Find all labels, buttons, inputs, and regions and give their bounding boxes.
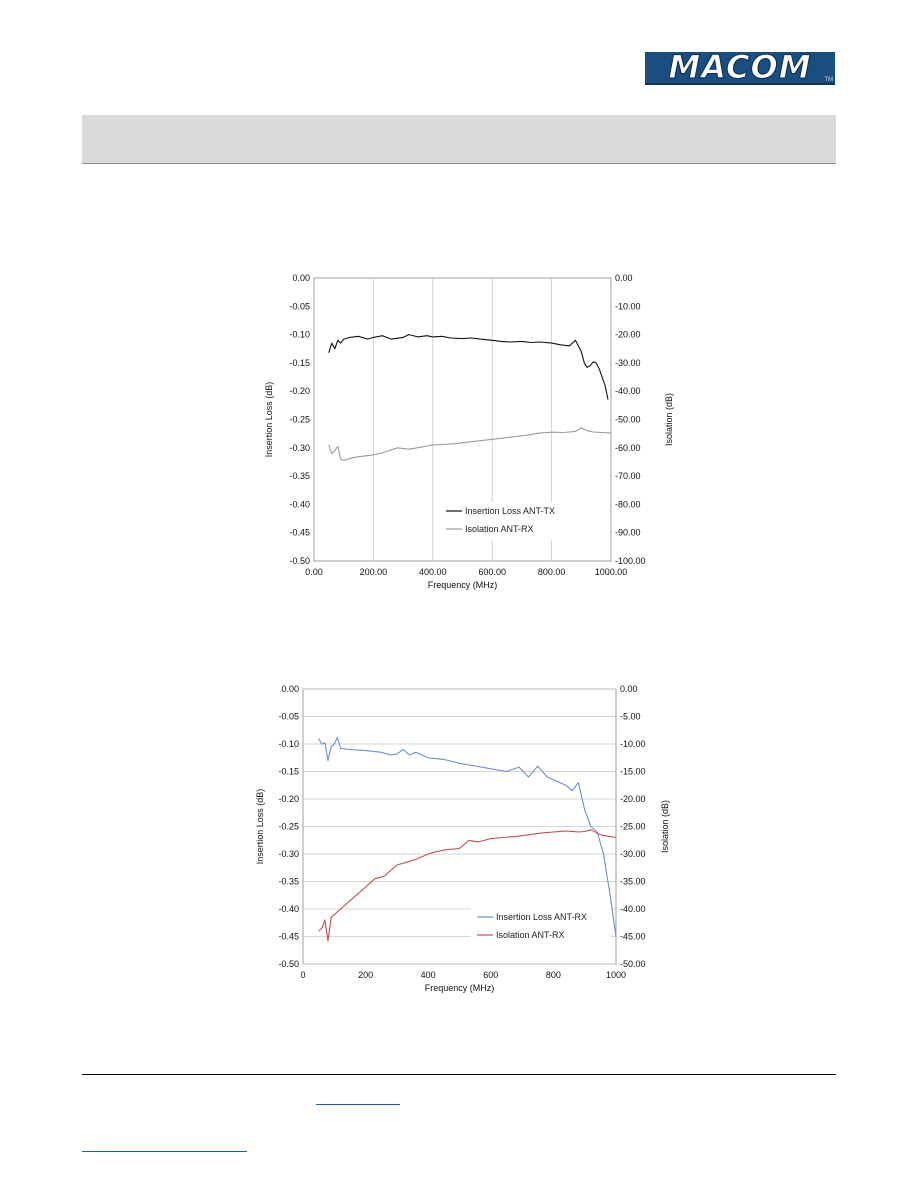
y-tick-label: -0.30 [278,849,299,859]
y-tick-label: -0.35 [278,876,299,887]
y-tick-label: -0.50 [289,556,310,566]
y-tick-label: -0.15 [289,357,310,368]
x-tick-label: 1000 [605,970,627,980]
y-tick-label: -0.40 [278,904,299,914]
legend-entry: Insertion Loss ANT-TX [465,506,556,516]
y-right-tick-label: -35.00 [620,876,646,887]
x-tick-label: 1000.00 [594,567,628,577]
chart-insertion-loss-isolation-ant-rx [255,680,675,995]
y-right-tick-label: -10.00 [615,301,641,312]
legend-entry: Isolation ANT-RX [465,524,534,534]
y-tick-label: 0.00 [281,684,299,694]
y-right-tick-label: -40.00 [615,386,641,397]
x-tick-label: 0 [300,970,306,980]
y-right-tick-label: -60.00 [615,442,641,453]
y-right-tick-label: -70.00 [615,471,641,482]
macom-logo [645,48,835,86]
y-tick-label: -0.10 [278,739,299,749]
x-tick-label: 400.00 [419,567,447,577]
y-right-tick-label: -20.00 [615,329,641,340]
y-right-tick-label: -90.00 [615,527,641,538]
footer-link-underline[interactable] [316,1104,400,1105]
y-tick-label: -0.35 [289,471,310,482]
chart-insertion-loss-isolation-ant-tx [260,268,680,603]
y-right-tick-label: -20.00 [620,794,646,804]
x-tick-label: 400 [420,970,436,980]
y-tick-label: -0.25 [289,414,310,425]
y-right-tick-label: -40.00 [620,904,646,914]
x-tick-label: 200.00 [359,567,388,577]
header-band [82,115,836,164]
legend-entry: Insertion Loss ANT-RX [496,912,588,922]
series-line [329,428,611,461]
legend [440,502,570,540]
y-right-tick-label: -80.00 [615,499,641,510]
y-right-tick-label: -100.00 [615,556,646,566]
series-line [329,335,608,400]
footer-link-underline[interactable] [82,1151,247,1152]
y-tick-label: -0.50 [278,959,299,969]
y-right-tick-label: -45.00 [620,931,646,942]
y-tick-label: -0.30 [289,442,310,453]
y-right-tick-label: -5.00 [620,711,641,722]
y-tick-label: -0.25 [278,821,299,832]
x-tick-label: 800.00 [537,567,566,577]
y-right-tick-label: -10.00 [620,739,646,749]
legend [471,908,611,946]
x-tick-label: 0.00 [305,567,323,577]
y-tick-label: -0.10 [289,329,310,340]
y-tick-label: -0.40 [289,499,310,510]
y-right-tick-label: 0.00 [615,273,633,283]
y-tick-label: -0.05 [289,301,310,312]
y-axis-title: Insertion Loss (dB) [255,788,265,865]
y-right-axis-title: Isolation (dB) [660,799,670,854]
y-right-tick-label: -50.00 [615,414,641,425]
y-right-tick-label: -15.00 [620,766,646,777]
y-tick-label: -0.20 [278,794,299,804]
x-axis-title: Frequency (MHz) [424,983,495,993]
y-right-tick-label: -25.00 [620,821,646,832]
series-line [319,737,616,936]
y-tick-label: -0.20 [289,386,310,397]
footer-rule [82,1074,836,1075]
y-tick-label: -0.05 [278,711,299,722]
logo-trademark: TM [824,77,833,83]
y-tick-label: -0.15 [278,766,299,777]
x-tick-label: 800 [545,970,561,980]
legend-entry: Isolation ANT-RX [496,930,565,940]
x-axis-title: Frequency (MHz) [427,580,498,590]
x-tick-label: 600 [483,970,499,980]
y-right-tick-label: 0.00 [620,684,638,694]
logo-wordmark: MACOM [668,48,812,86]
y-tick-label: -0.45 [289,527,310,538]
y-right-tick-label: -30.00 [620,849,646,859]
x-tick-label: 200 [358,970,374,980]
y-right-tick-label: -30.00 [615,357,641,368]
y-right-axis-title: Isolation (dB) [664,392,674,447]
y-tick-label: -0.45 [278,931,299,942]
y-right-tick-label: -50.00 [620,959,646,969]
y-tick-label: 0.00 [292,273,310,283]
y-axis-title: Insertion Loss (dB) [264,381,274,458]
x-tick-label: 600.00 [478,567,506,577]
